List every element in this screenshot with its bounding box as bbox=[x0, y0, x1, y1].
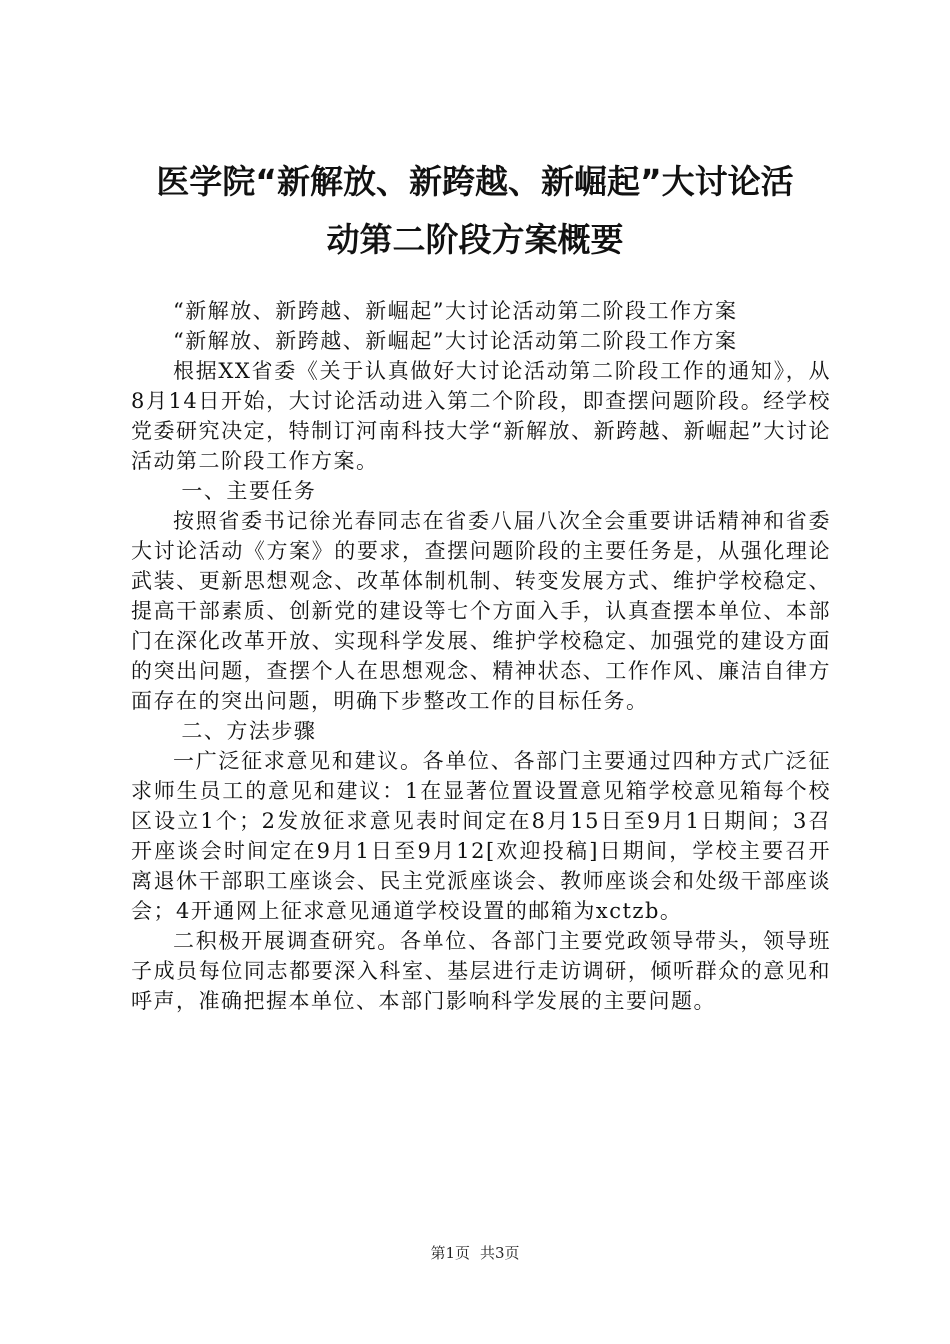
paragraph-plan-title-1: “新解放、新跨越、新崛起”大讨论活动第二阶段工作方案 bbox=[173, 299, 738, 323]
paragraph-research: 二积极开展调查研究。各单位、各部门主要党政领导带头，领导班子成员每位同志都要深入科室、基层进行走访调研，倾听群众的意见和呼声，准确把握本单位、本部门影响科学发展的主要问题。 bbox=[131, 929, 831, 1013]
paragraph-plan-title-2: “新解放、新跨越、新崛起”大讨论活动第二阶段工作方案 bbox=[173, 329, 738, 353]
section-heading-methods: 二、方法步骤 bbox=[181, 719, 317, 743]
page-number: 第1页 bbox=[430, 1244, 470, 1262]
paragraph-intro: 根据XX省委《关于认真做好大讨论活动第二阶段工作的通知》，从8月14日开始，大讨论活动进入第二个阶段，即查摆问题阶段。经学校党委研究决定，特制订河南科技大学“新解放、新跨越、新崛起”大讨论活动第二阶段工作方案。 bbox=[131, 359, 831, 473]
document-title-line-1: 医学院“新解放、新跨越、新崛起”大讨论活 bbox=[156, 162, 794, 201]
page-total: 共3页 bbox=[480, 1244, 520, 1262]
section-heading-main-tasks: 一、主要任务 bbox=[181, 479, 317, 503]
paragraph-main-tasks: 按照省委书记徐光春同志在省委八届八次全会重要讲话精神和省委大讨论活动《方案》的要求，查摆问题阶段的主要任务是，从强化理论武装、更新思想观念、改革体制机制、转变发展方式、维护学校稳定、提高干部素质、创新党的建设等七个方面入手，认真查摆本单位、本部门在深化改革开放、实现科学发展、维护学校稳定、加强党的建设方面的突出问题，查摆个人在思想观念、精神状态、工作作风、廉洁自律方面存在的突出问题，明确下步整改工作的目标任务。 bbox=[131, 509, 831, 713]
document-body bbox=[131, 296, 831, 1016]
paragraph-solicit-opinions: 一广泛征求意见和建议。各单位、各部门主要通过四种方式广泛征求师生员工的意见和建议：1在显著位置设置意见箱学校意见箱每个校区设立1个；2发放征求意见表时间定在8月15日至9月1日期间；3召开座谈会时间定在9月1日至9月12[欢迎投稿]日期间，学校主要召开离退休干部职工座谈会、民主党派座谈会、教师座谈会和处级干部座谈会；4开通网上征求意见通道学校设置的邮箱为xctzb。 bbox=[131, 749, 831, 923]
page-footer bbox=[0, 1243, 950, 1263]
document-title-line-2: 动第二阶段方案概要 bbox=[326, 220, 624, 259]
